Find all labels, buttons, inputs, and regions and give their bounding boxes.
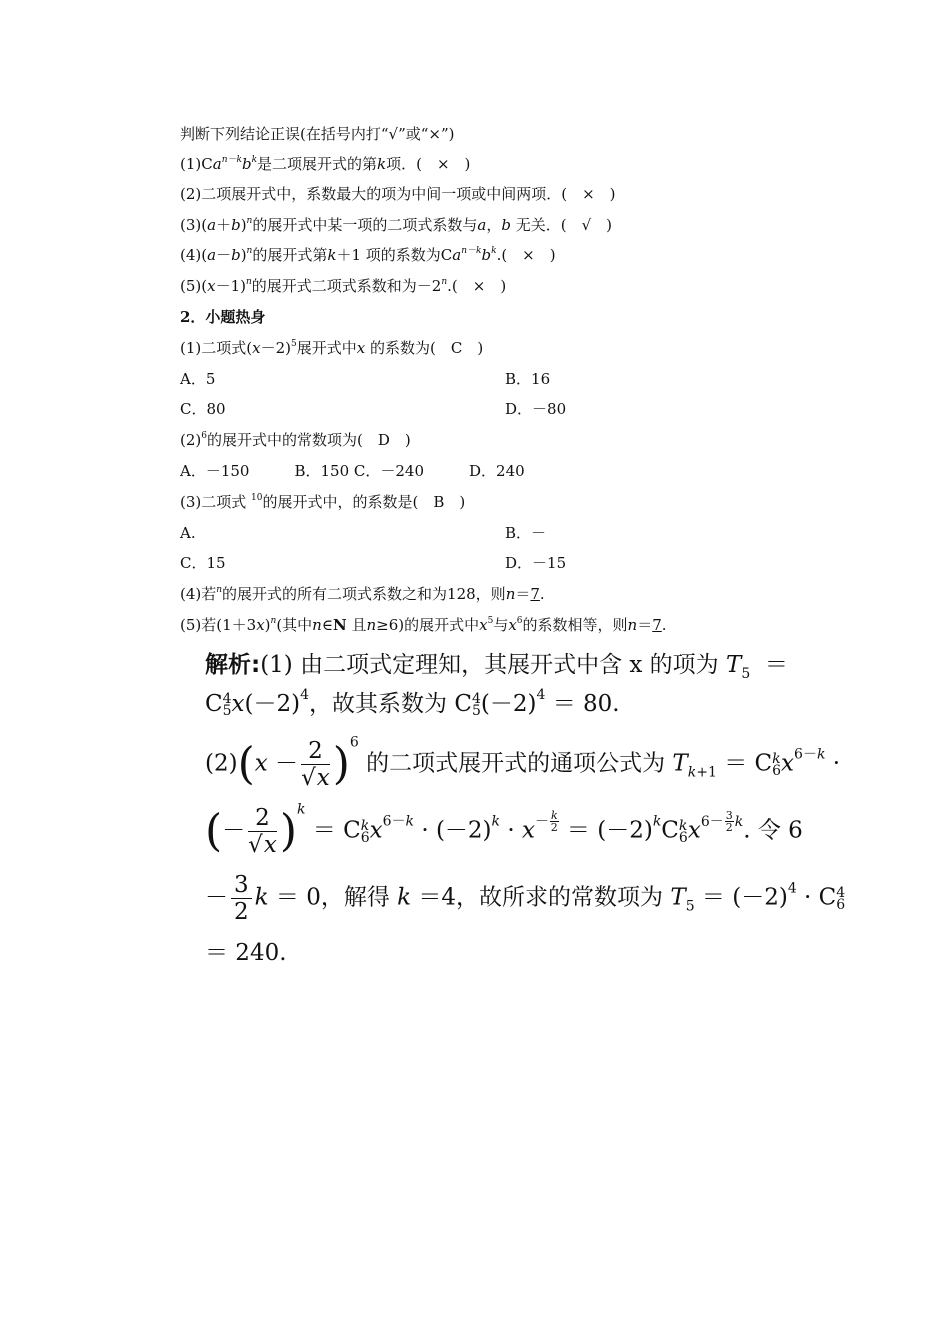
solution-l2a: (－2) bbox=[244, 691, 301, 717]
q2-stem: $(2)^6$的展开式中的常数项为( D ) bbox=[180, 431, 411, 449]
solution-line-1: 解析:(1) 由二项式定理知，其展开式中含 x 的项为 $T_5$ ＝ bbox=[205, 652, 788, 682]
q3-options-cd bbox=[180, 553, 567, 573]
solution-l3b: 的二项式展开式的通项公式为 bbox=[366, 750, 666, 777]
item-post: .( × ) bbox=[496, 246, 556, 264]
q1-option-c: C．80 bbox=[180, 400, 226, 418]
item-text: 是二项展开式的第 bbox=[257, 155, 378, 173]
q3-options-ab bbox=[180, 523, 547, 543]
q5-stem-e: 与 bbox=[493, 616, 509, 634]
q1-stem-b: －2) bbox=[260, 339, 291, 357]
judge-item-2 bbox=[180, 184, 616, 204]
item-post: 项．( × ) bbox=[386, 155, 471, 173]
q1-options-cd bbox=[180, 399, 567, 419]
item-num: (3) bbox=[180, 216, 202, 234]
item-pre: C bbox=[201, 155, 213, 173]
q5-stem-a: (5)若(1＋3 bbox=[180, 616, 257, 634]
judge-item-4: $(4)(a-b)^n$的展开式第k＋1 项的系数为$Ca^{n-k}b^k$.( × ) bbox=[180, 246, 556, 264]
q4-answer: 7 bbox=[530, 585, 540, 603]
item-mid: 无关．( √ ) bbox=[515, 216, 612, 234]
q4-stem-a: (4)若 bbox=[180, 585, 217, 603]
solution-line-6 bbox=[205, 938, 287, 968]
q3-option-a: A. bbox=[180, 524, 196, 542]
q3-option-b: B．－ bbox=[505, 524, 547, 542]
q5-answer: 7 bbox=[652, 616, 662, 634]
section2-title-text: 2．小题热身 bbox=[180, 308, 266, 326]
q3-stem-b: 的展开式中，的系数是( B ) bbox=[262, 493, 466, 511]
solution-line-2: C 4 5 $x(-2)^4$，故其系数为 C 4 5 $(-2)^4 = 80$. bbox=[205, 687, 620, 719]
q1-stem-d: 的系数为( C ) bbox=[369, 339, 484, 357]
q1-option-d: D．－80 bbox=[505, 400, 567, 418]
solution-line-5: － $\frac{3}{2}$ k ＝ 0，解得 k ＝4，故所求的常数项为 $T_5 = (-2)^4 \cdot C$ 4 6 bbox=[205, 872, 846, 925]
solution-l2b: ，故其系数为 bbox=[309, 691, 448, 717]
q3-stem: (3)二项式 $^{10}$的展开式中，的系数是( B ) bbox=[180, 493, 466, 511]
judge-title bbox=[180, 124, 455, 144]
item-num: (4) bbox=[180, 246, 202, 264]
judge-item-5: $(5)(x-1)^n$的展开式二项式系数和为$-2^n$.( × ) bbox=[180, 277, 507, 295]
solution-l3a: (2) bbox=[205, 750, 238, 777]
q2-stem-b: 的展开式中的常数项为( D ) bbox=[206, 431, 411, 449]
item-text: 的展开式二项式系数和为－2 bbox=[251, 277, 442, 295]
q5-stem: (5)若$(1+3x)^n$(其中n∈N 且n≥6)的展开式中$x^5$与$x^6$的系数相等，则n＝7. bbox=[180, 616, 667, 634]
q3-option-d: D．－15 bbox=[505, 554, 567, 572]
solution-l2c: ＝ 80. bbox=[552, 691, 620, 717]
solution-l1: (1) 由二项式定理知，其展开式中含 x 的项为 bbox=[260, 652, 719, 678]
q5-stem-b: (其中 bbox=[276, 616, 313, 634]
item-num: (2) bbox=[180, 185, 202, 203]
q2-options bbox=[180, 461, 525, 481]
q1-option-b: B．16 bbox=[505, 370, 551, 388]
item-mid: 项的系数为 bbox=[365, 246, 441, 264]
q1-options-ab bbox=[180, 369, 551, 389]
solution-l5a: ，解得 bbox=[320, 884, 390, 911]
item-post: .( × ) bbox=[447, 277, 507, 295]
item-k: k bbox=[377, 155, 387, 173]
q2-stem-a: (2) bbox=[180, 431, 202, 449]
q3-option-c: C．15 bbox=[180, 554, 226, 572]
q2-options-text: A．－150 B．150 C．－240 D．240 bbox=[180, 462, 525, 480]
item-text: 二项展开式中，系数最大的项为中间一项或中间两项．( × ) bbox=[201, 185, 616, 203]
q1-option-a: A．5 bbox=[180, 370, 216, 388]
item-num: (5) bbox=[180, 277, 202, 295]
solution-l6: ＝ 240. bbox=[205, 940, 287, 966]
q4-stem: (4)若$^n$的展开式的所有二项式系数之和为128，则n＝7. bbox=[180, 585, 545, 603]
judge-item-3: $(3)(a+b)^n$的展开式中某一项的二项式系数与a，b 无关．( √ ) bbox=[180, 216, 612, 234]
judge-item-1: $(1)Ca^{n-k}b^k$是二项展开式的第k项．( × ) bbox=[180, 155, 471, 173]
q5-stem-c: 且 bbox=[351, 616, 367, 634]
item-text: 的展开式第 bbox=[252, 246, 328, 264]
solution-head: 解析 bbox=[205, 652, 251, 678]
solution-l5b: ＝4，故所求的常数项为 bbox=[418, 884, 664, 911]
q1-stem-c: 展开式中 bbox=[296, 339, 357, 357]
section2-title bbox=[180, 307, 265, 327]
item-num: (1) bbox=[180, 155, 202, 173]
solution-line-4: (－ $\frac{2}{√x}$ )$^k$ ＝ C k 6 $x^{6-k} \cdot (-2)^k \cdot x^{- \frac{k}{2}}$ ＝ $(-2)^kC$ k 6 $x^{6- \frac{3}{2} k}$. 令 6 bbox=[205, 801, 803, 858]
q1-stem-a: (1)二项式( bbox=[180, 339, 253, 357]
q5-stem-d: ≥6)的展开式中 bbox=[376, 616, 480, 634]
q4-stem-b: 的展开式的所有二项式系数之和为128，则 bbox=[222, 585, 506, 603]
q3-stem-a: (3)二项式 bbox=[180, 493, 247, 511]
item-text: 的展开式中某一项的二项式系数与 bbox=[252, 216, 478, 234]
judge-title-text: 判断下列结论正误(在括号内打“√”或“×”) bbox=[180, 125, 455, 143]
solution-line-3: (2)(x － $\frac{2}{√x}$ )$^6$ 的二项式展开式的通项公式为 $T_{k+1} = C$ k 6 $x^{6-k}$ · bbox=[205, 734, 841, 791]
q1-stem: (1)二项式$(x-2)^5$展开式中x 的系数为( C ) bbox=[180, 339, 484, 357]
q5-stem-f: 的系数相等，则 bbox=[522, 616, 628, 634]
